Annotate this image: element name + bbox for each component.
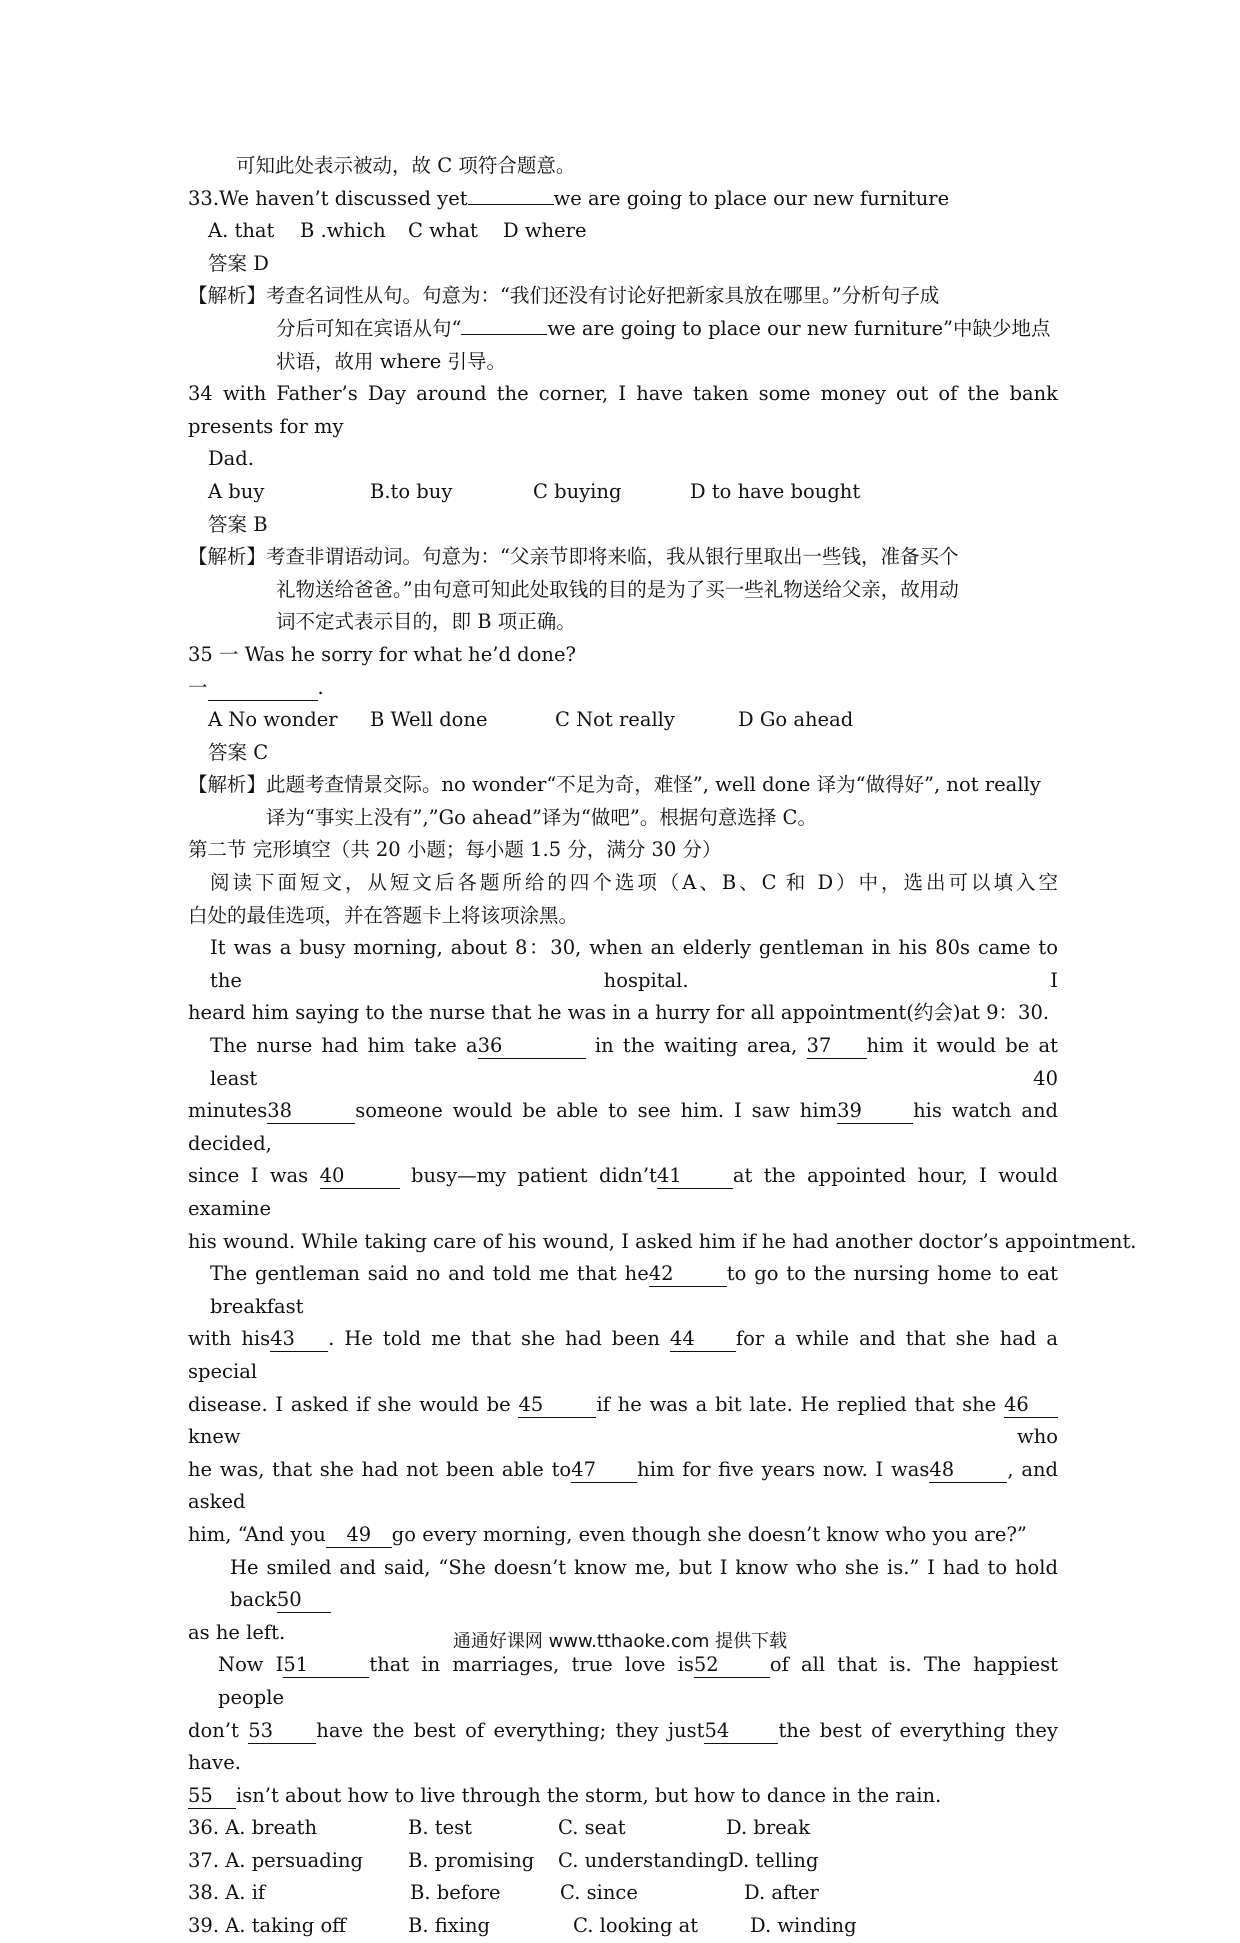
cloze-blank: 55 [188,1784,236,1809]
q33-explanation-line: 状语，故用 where 引导。 [276,349,507,373]
cloze-blank: 45 [518,1393,596,1418]
passage-line: The gentleman said no and told me that he42 to go to the nursing home to eat breakfast [210,1262,1058,1318]
section-title: 第二节 完形填空（共 20 小题；每小题 1.5 分，满分 30 分） [188,838,722,862]
choice-c: C. since [560,1881,638,1905]
choice-b: B. promising [408,1848,535,1872]
section-instructions: 白处的最佳选项，并在答题卡上将该项涂黑。 [188,903,579,927]
passage-line: as he left. [188,1620,286,1644]
q32-explanation-tail: 可知此处表示被动，故 C 项符合题意。 [236,154,576,177]
q33-answer: 答案 D [208,251,269,275]
cloze-blank: 47 [571,1458,637,1483]
option-d: D where [503,219,587,243]
answer-blank [461,334,547,335]
passage-line: he was, that she had not been able to47 him for five years now. I was48 , and asked [188,1457,1058,1514]
passage-line: Now I51 that in marriages, true love is52 of all that is. The happiest people [218,1653,1058,1709]
option-b: B.to buy [370,479,453,503]
cloze-blank: 51 [283,1653,369,1678]
cloze-blank: 54 [704,1719,778,1744]
passage-line: since I was 40 busy—my patient didn’t41 at the appointed hour, I would examine [188,1164,1059,1220]
q33-stem: 33.We haven’t discussed yet we are going to place our new furniture [188,186,950,210]
q34-stem: Dad. [208,447,254,471]
choice-row [188,1910,1058,1943]
choice-b: B. fixing [408,1914,491,1938]
q34-stem: presents for my [188,414,344,438]
passage-line: his wound. While taking care of his wound, I asked him if he had another doctor’s appointment. [188,1229,1137,1253]
choice-a: 37. A. persuading [188,1848,363,1872]
cloze-blank: 48 [929,1458,1007,1483]
choice-c: C. seat [558,1816,626,1840]
choice-c: C. understanding [558,1848,729,1872]
passage-line: heard him saying to the nurse that he was in a hurry for all appointment(约会)at 9：30. [188,1001,1050,1025]
choice-a: 38. A. if [188,1881,266,1905]
passage-line: disease. I asked if she would be 45 if he was a bit late. He replied that she 46knew who [188,1392,1058,1449]
choice-b: B. before [410,1881,501,1905]
cloze-blank: 36 [478,1034,586,1059]
option-c: C buying [533,479,622,503]
option-d: D Go ahead [738,708,854,732]
choice-d: D. after [744,1881,819,1905]
cloze-blank: 43 [270,1327,328,1352]
option-c: C what [408,219,478,243]
q33-explanation-line: 分后可知在宾语从句“ we are going to place our new furniture”中缺少地点 [276,316,1051,340]
q34-options [188,476,1058,509]
choice-d: D. telling [728,1848,819,1872]
answer-blank [468,204,554,205]
choice-d: D. break [726,1816,811,1840]
choice-d: D. winding [750,1914,857,1938]
q35-options [188,704,1058,737]
cloze-blank: 40 [320,1164,400,1189]
q34-stem: 34 with Father’s Day around the corner, I have taken some money out of the bank [188,382,1058,406]
cloze-blank: 44 [670,1327,736,1352]
q35-explanation-line: 【解析】此题考查情景交际。no wonder“不足为奇，难怪”, well done 译为“做得好”, not really [188,773,1041,797]
option-d: D to have bought [690,479,861,503]
passage-line: He smiled and said, “She doesn’t know me, but I know who she is.” I had to hold back50 [230,1555,1058,1612]
q34-explanation-line: 礼物送给爸爸。”由句意可知此处取钱的目的是为了买一些礼物送给父亲，故用动 [276,577,959,601]
cloze-blank: 37 [807,1034,867,1059]
choice-row [188,1877,1058,1910]
q33-options [188,215,1058,248]
choice-a: 39. A. taking off [188,1914,347,1938]
q34-explanation-line: 【解析】考查非谓语动词。句意为：“父亲节即将来临，我从银行里取出一些钱，准备买个 [188,545,959,569]
passage-line: with his43 . He told me that she had been 44 for a while and that she had a special [188,1327,1058,1383]
cloze-blank: 38 [267,1099,355,1124]
section-instructions: 阅读下面短文，从短文后各题所给的四个选项（A、B、C 和 D）中，选出可以填入空 [210,871,1058,895]
option-a: A. that [208,219,275,243]
passage-line: minutes38 someone would be able to see him. I saw him39 his watch and decided, [188,1099,1059,1155]
q35-stem: 35 一 Was he sorry for what he’d done? [188,642,576,666]
option-a: A No wonder [208,708,338,732]
q35-response: 一 . [188,675,324,699]
choice-b: B. test [408,1816,472,1840]
cloze-blank: 52 [694,1653,770,1678]
q35-answer: 答案 C [208,740,269,764]
cloze-blank: 49 [326,1523,392,1548]
cloze-blank: 41 [657,1164,733,1189]
q34-explanation-line: 词不定式表示目的，即 B 项正确。 [276,610,576,634]
document-body [188,150,1137,1943]
q33-explanation-line: 【解析】考查名词性从句。句意为：“我们还没有讨论好把新家具放在哪里。”分析句子成 [188,284,940,308]
footer-watermark: 通通好课网 www.tthaoke.com 提供下载 [452,1631,788,1652]
cloze-blank: 39 [837,1099,913,1124]
choice-row [188,1845,1058,1878]
option-b: B .which [300,219,386,243]
passage-line: 55 isn’t about how to live through the storm, but how to dance in the rain. [188,1783,942,1807]
choice-a: 36. A. breath [188,1816,318,1840]
choice-c: C. looking at [573,1914,699,1938]
option-b: B Well done [370,708,488,732]
passage-line: him, “And you 49 go every morning, even though she doesn’t know who you are?” [188,1522,1027,1546]
option-c: C Not really [555,708,675,732]
passage-line: don’t 53 have the best of everything; they just54 the best of everything they have. [188,1718,1058,1775]
cloze-blank: 46 [1004,1393,1058,1418]
passage-line: The nurse had him take a36 in the waiting area, 37 him it would be at least 40 [210,1034,1058,1090]
choice-row [188,1812,1058,1845]
answer-blank [208,676,318,701]
option-a: A buy [208,479,265,503]
q34-answer: 答案 B [208,512,268,536]
q35-explanation-line: 译为“事实上没有”,”Go ahead”译为“做吧”。根据句意选择 C。 [266,805,817,829]
cloze-blank: 53 [248,1719,316,1744]
cloze-blank: 50 [277,1588,331,1613]
cloze-blank: 42 [649,1262,727,1287]
passage-line: It was a busy morning, about 8：30, when an elderly gentleman in his 80s came to the hospital. I [210,936,1058,992]
